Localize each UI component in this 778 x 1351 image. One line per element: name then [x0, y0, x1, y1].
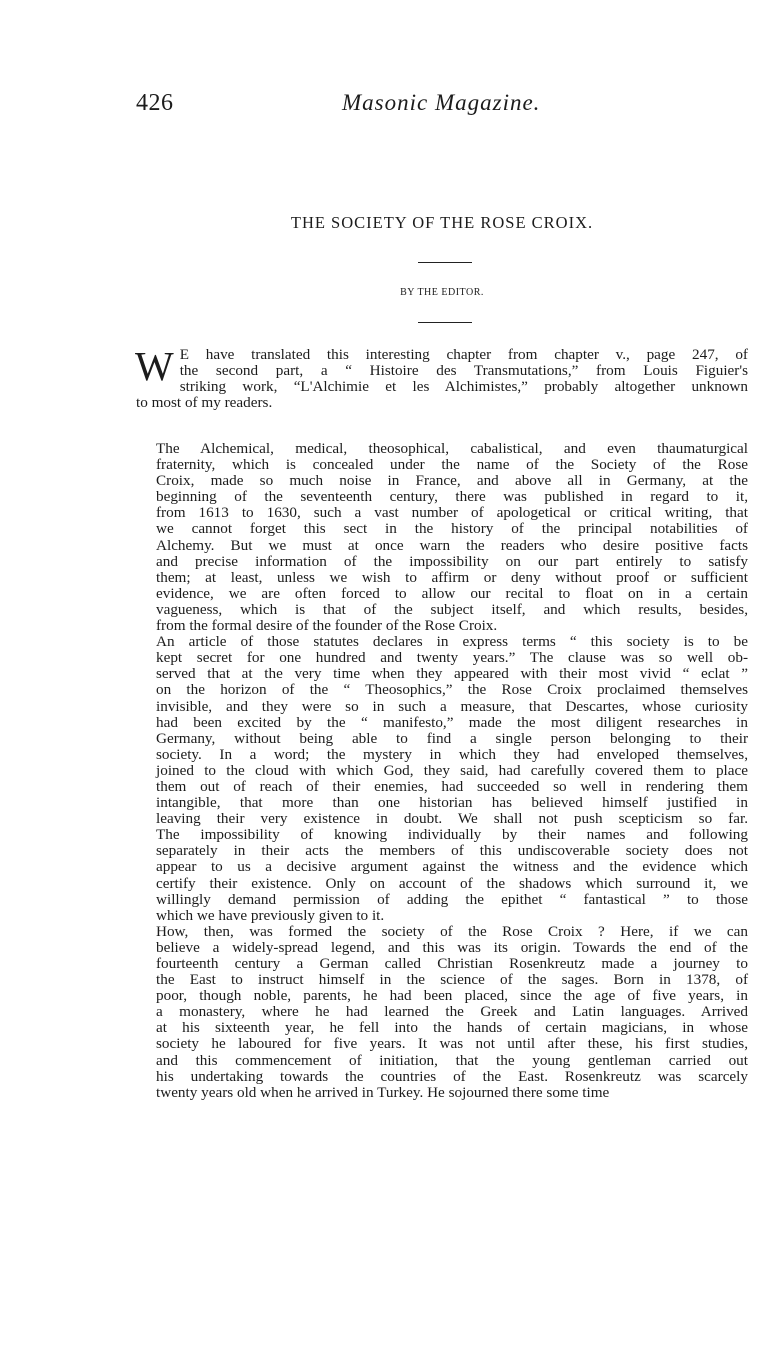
text-line: them; at least, unless we wish to affirm or deny without proof or sufficient — [156, 568, 748, 586]
text-line: vagueness, which is that of the subject itself, and which results, besides, — [156, 600, 748, 618]
text-line: The Alchemical, medical, theosophical, cabalistical, and even thaumaturgical — [156, 440, 748, 457]
text-line: society. In a word; the mystery in which they had enveloped themselves, — [156, 745, 748, 763]
article-title: THE SOCIETY OF THE ROSE CROIX. — [290, 213, 594, 232]
text-line: The impossibility of knowing individually by their names and following — [156, 826, 748, 844]
text-line: fourteenth century a German called Christian Rosenkreutz made a journey to — [156, 955, 748, 972]
paragraph — [136, 634, 748, 924]
text-line: believe a widely-spread legend, and this was its origin. Towards the end of the — [156, 938, 748, 956]
text-line: fraternity, which is concealed under the name of the Society of the Rose — [156, 456, 748, 474]
text-line: them out of reach of their enemies, had succeeded so well in rendering them — [156, 777, 748, 795]
text-line: from 1613 to 1630, such a vast number of apologetical or critical writing, that — [156, 504, 748, 522]
text-line: willingly demand permission of adding the epithet “ fantastical ” to those — [156, 890, 748, 908]
paragraph — [136, 441, 748, 634]
text-line: twenty years old when he arrived in Turkey. He sojourned there some time — [156, 1083, 610, 1101]
text-line: the second part, a “ Histoire des Transmutations,” from Louis Figuier's — [179, 362, 748, 380]
page-header — [136, 90, 748, 130]
text-line: evidence, we are often forced to allow our recital to float on in a certain — [156, 584, 748, 602]
text-line: we cannot forget this sect in the history of the principal notabilities of — [156, 520, 748, 538]
text-line: separately in their acts the members of this undiscoverable society does not — [156, 842, 748, 860]
text-line: certify their existence. Only on account of the shadows which surround it, we — [156, 874, 748, 892]
text-line: An article of those statutes declares in express terms “ this society is to be — [156, 633, 748, 651]
text-line: intangible, that more than one historian has believed himself justified in — [156, 794, 748, 812]
text-line: Germany, without being able to find a single person belonging to their — [156, 729, 748, 747]
text-line: kept secret for one hundred and twenty years.” The clause was so well ob- — [156, 649, 748, 667]
page-number: 426 — [136, 90, 174, 116]
title-divider — [418, 262, 472, 263]
text-line: poor, though noble, parents, he had been placed, since the age of five years, in — [156, 987, 748, 1005]
paragraph — [136, 924, 748, 1101]
drop-cap: W — [135, 343, 174, 389]
text-line: from the formal desire of the founder of the Rose Croix. — [156, 617, 498, 635]
text-line: at his sixteenth year, he fell into the hands of certain magicians, in whose — [156, 1019, 748, 1037]
running-title: Masonic Magazine. — [342, 90, 541, 115]
text-line: appear to us a decisive argument against the witness and the evidence which — [156, 858, 748, 876]
text-line: his undertaking towards the countries of the East. Rosenkreutz was scarcely — [156, 1067, 748, 1085]
text-line: to most of my readers. — [136, 394, 273, 412]
byline: BY THE EDITOR. — [400, 287, 484, 298]
text-line: Alchemy. But we must at once warn the readers who desire positive facts — [156, 536, 748, 554]
text-line: and this commencement of initiation, that the young gentleman carried out — [156, 1051, 748, 1069]
article-body — [136, 441, 748, 1101]
text-line: on the horizon of the “ Theosophics,” the Rose Croix proclaimed themselves — [156, 681, 748, 699]
text-line: had been excited by the “ manifesto,” made the most diligent researches in — [156, 713, 748, 731]
text-line: leaving their very existence in doubt. We shall not push scepticism so far. — [156, 810, 748, 828]
byline-divider — [418, 322, 472, 323]
text-line: E have translated this interesting chapter from chapter v., page 247, of — [179, 346, 748, 363]
text-line: How, then, was formed the society of the Rose Croix ? Here, if we can — [156, 922, 748, 940]
text-line: served that at the very time when they appeared with their most vivid “ eclat ” — [156, 665, 748, 683]
text-line: beginning of the seventeenth century, there was published in regard to it, — [156, 488, 748, 506]
intro-paragraph — [135, 343, 748, 412]
text-line: and precise information of the impossibility on our part entirely to satisfy — [156, 552, 748, 570]
text-line: society he laboured for five years. It was not until after these, his first studies, — [156, 1035, 748, 1053]
text-line: joined to the cloud with which God, they said, had carefully covered them to place — [156, 761, 748, 779]
text-line: a monastery, where he had learned the Greek and Latin languages. Arrived — [156, 1003, 748, 1021]
text-line: invisible, and they were so in such a measure, that Descartes, whose curiosity — [156, 697, 748, 715]
text-line: which we have previously given to it. — [156, 906, 385, 924]
text-line: Croix, made so much noise in France, and above all in Germany, at the — [156, 472, 748, 490]
text-line: striking work, “L'Alchimie et les Alchimistes,” probably altogether unknown — [179, 378, 748, 396]
text-line: the East to instruct himself in the science of the sages. Born in 1378, of — [156, 971, 748, 989]
